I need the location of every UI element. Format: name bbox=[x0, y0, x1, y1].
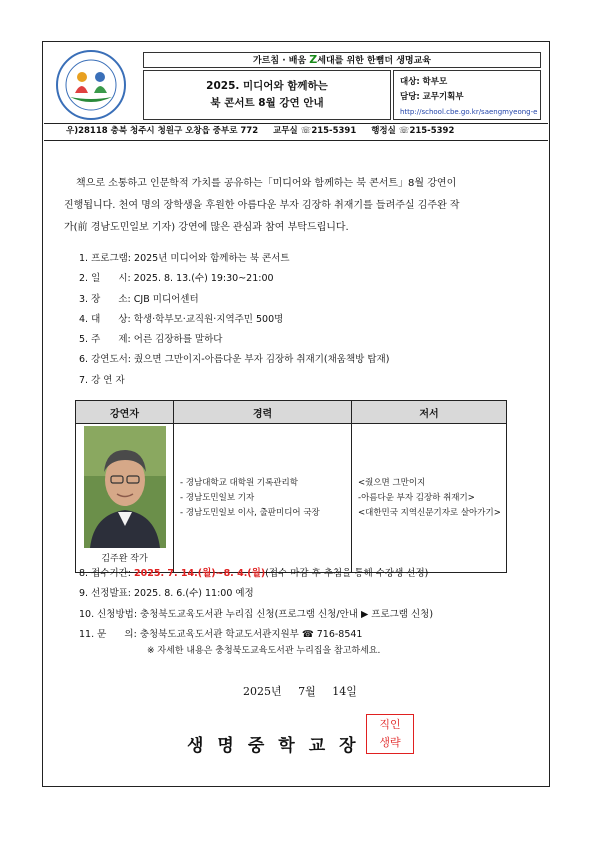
intro-line: 책으로 소통하고 인문학적 가치를 공유하는「미디어와 함께하는 북 콘서트」8월 강연이 bbox=[76, 178, 457, 189]
method-text-2: 프로그램 신청) bbox=[368, 608, 434, 620]
intro-paragraph bbox=[64, 173, 546, 239]
detail-label: 5. 주 제: bbox=[79, 334, 131, 346]
detail-row bbox=[79, 290, 549, 310]
detail-value: 2025년 미디어와 함께하는 북 콘서트 bbox=[134, 253, 290, 264]
detail-row bbox=[79, 564, 549, 584]
speaker-table bbox=[75, 400, 507, 573]
detail-value: 2025. 8. 13.(수) 19:30~21:00 bbox=[133, 273, 274, 285]
detail-label: 3. 장 소: bbox=[79, 293, 131, 305]
detail-value: 줬으면 그만이지-아름다운 부자 김장하 취재기(채움책방 탑재) bbox=[134, 354, 390, 366]
detail-row bbox=[79, 350, 549, 370]
reference-note: ※ 자세한 내용은 충청북도교육도서관 누리집을 참고하세요. bbox=[147, 646, 381, 656]
school-logo bbox=[50, 49, 132, 121]
admin-phone: 행정실 ☏215-5392 bbox=[371, 126, 455, 136]
apply-label: 8. 접수기간: bbox=[79, 568, 131, 579]
stamp-line-2: 생략 bbox=[379, 736, 401, 749]
header-speaker: 강연자 bbox=[76, 401, 174, 424]
target-value: 학부모 bbox=[422, 77, 448, 87]
intro-line: 가(前 경남도민일보 기자) 강연에 많은 관심과 참여 부탁드립니다. bbox=[64, 222, 349, 233]
stamp-line-1: 직인 bbox=[379, 718, 401, 731]
book-item: <줬으면 그만이지 bbox=[358, 477, 426, 488]
apply-note: (접수 마감 후 추첨을 통해 수강생 선정) bbox=[265, 568, 429, 579]
speaker-name: 김주완 작가 bbox=[101, 554, 148, 564]
speaker-cell bbox=[76, 424, 174, 573]
detail-row bbox=[79, 330, 549, 350]
book-item: -아름다운 부자 김장하 취재기> bbox=[358, 492, 475, 503]
detail-label: 2. 일 시: bbox=[79, 273, 131, 285]
principal-signature: 생명중학교장 bbox=[187, 736, 370, 756]
contact-phone: ☎ 716-8541 bbox=[301, 628, 363, 640]
detail-label: 1. 프로그램: bbox=[79, 253, 131, 264]
slogan-text: 가르침 · 배움 bbox=[252, 56, 310, 66]
official-stamp bbox=[366, 714, 414, 754]
detail-label: 6. 강연도서: bbox=[79, 354, 131, 366]
newsletter-title bbox=[143, 70, 391, 120]
address-bar bbox=[44, 123, 548, 141]
event-details bbox=[79, 249, 549, 391]
detail-row bbox=[79, 371, 549, 391]
header-career: 경력 bbox=[174, 401, 352, 424]
application-details bbox=[79, 564, 549, 645]
detail-value: CJB 미디어센터 bbox=[133, 293, 199, 305]
contact-text: 11. 문 의: 충청북도교육도서관 학교도서관지원부 bbox=[79, 628, 302, 640]
slogan-z: Z bbox=[309, 53, 318, 66]
slogan-banner bbox=[143, 52, 541, 68]
detail-value: 학생·학부모·교직원·지역주민 500명 bbox=[133, 313, 284, 325]
table-header-row bbox=[76, 401, 507, 424]
books-cell bbox=[352, 424, 507, 573]
school-address: 우)28118 충북 청주시 청원구 오창읍 중부로 772 bbox=[66, 126, 259, 136]
detail-row bbox=[79, 269, 549, 289]
speaker-photo bbox=[84, 426, 166, 548]
table-row bbox=[76, 424, 507, 573]
target-label: 대상: bbox=[400, 77, 420, 87]
info-box bbox=[393, 70, 541, 120]
issue-date: 2025년 7월 14일 bbox=[243, 685, 357, 698]
detail-row bbox=[79, 605, 549, 625]
detail-value: 어른 김장하를 말하다 bbox=[133, 334, 223, 346]
career-item: - 경남도민일보 이사, 출판미디어 국장 bbox=[180, 507, 320, 518]
header-books: 저서 bbox=[352, 401, 507, 424]
detail-label: 4. 대 상: bbox=[79, 313, 131, 325]
school-url[interactable]: http://school.cbe.go.kr/saengmyeong-e bbox=[400, 108, 538, 116]
career-item: - 경남대학교 대학원 기록관리학 bbox=[180, 477, 298, 488]
book-item: <대한민국 지역신문기자로 살아가기> bbox=[358, 507, 501, 518]
slogan-text-2: 세대를 위한 한뼘더 생명교육 bbox=[317, 56, 431, 66]
career-cell bbox=[174, 424, 352, 573]
title-line-2: 북 콘서트 8월 강연 안내 bbox=[210, 97, 324, 109]
title-line-1: 2025. 미디어와 함께하는 bbox=[206, 80, 328, 92]
career-item: - 경남도민일보 기자 bbox=[180, 492, 255, 503]
arrow-right-icon: ▶ bbox=[360, 608, 369, 620]
detail-row bbox=[79, 249, 549, 269]
office-phone: 교무실 ☏215-5391 bbox=[273, 126, 357, 136]
method-text: 10. 신청방법: 충청북도교육도서관 누리집 신청(프로그램 신청/안내 bbox=[79, 608, 361, 620]
detail-row bbox=[79, 310, 549, 330]
selection-date: 9. 선정발표: 2025. 8. 6.(수) 11:00 예정 bbox=[79, 588, 254, 600]
dept-label: 담당: bbox=[400, 92, 420, 102]
dept-value: 교무기획부 bbox=[422, 92, 464, 102]
apply-period: 2025. 7. 14.(월)~8. 4.(월) bbox=[134, 568, 266, 579]
intro-line: 진행됩니다. 천여 명의 장학생을 후원한 아름다운 부자 김장하 취재기를 들려주실 김주완 작 bbox=[64, 200, 460, 211]
detail-label: 7. 강 연 자 bbox=[79, 374, 125, 386]
